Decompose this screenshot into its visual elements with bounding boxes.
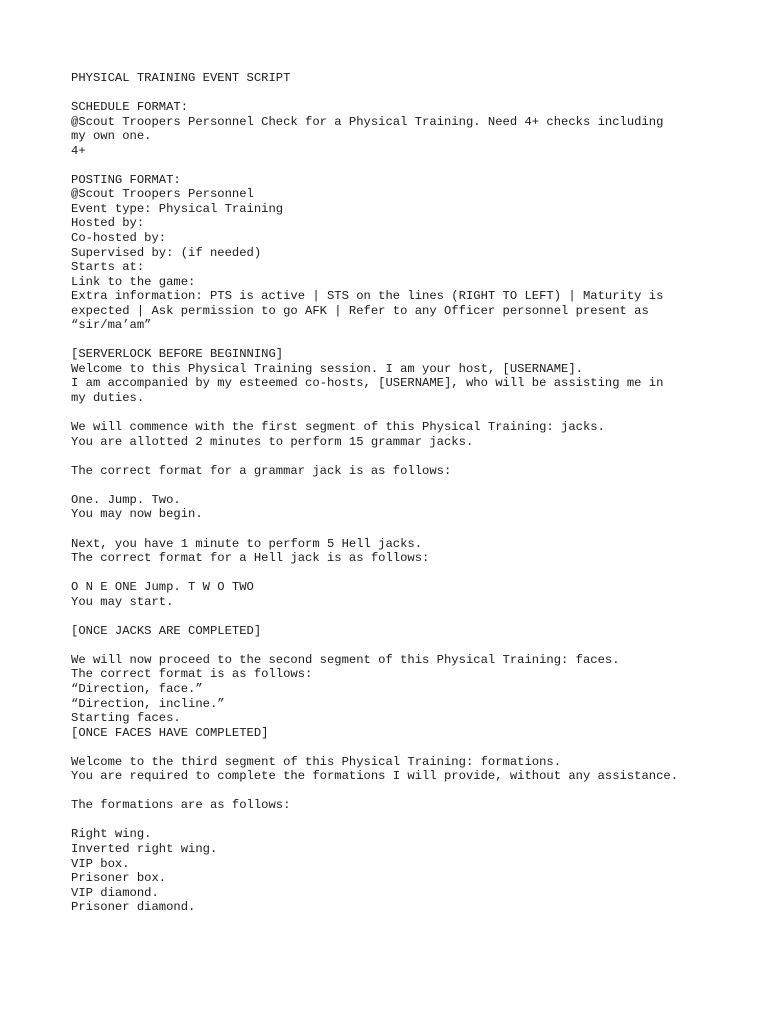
faces-line: [ONCE FACES HAVE COMPLETED] [71, 725, 269, 740]
spacer [71, 86, 711, 101]
formations-list-heading: The formations are as follows: [71, 798, 291, 813]
formations-intro-line: Welcome to the third segment of this Physical Training: formations. [71, 754, 562, 769]
welcome-line: my duties. [71, 391, 145, 406]
posting-line: Link to the game: [71, 274, 196, 289]
formation-item: Right wing. [71, 827, 152, 842]
posting-line: Event type: Physical Training [71, 201, 284, 216]
hell-jack-example: O N E ONE Jump. T W O TWO [71, 580, 254, 595]
hell-jack-intro: The correct format for a Hell jack is as follows: [71, 551, 430, 566]
posting-line: “sir/ma’am” [71, 318, 152, 333]
schedule-line: 4+ [71, 143, 86, 158]
formations-intro-line: You are required to complete the formations I will provide, without any assistance. [71, 769, 679, 784]
jacks-intro-line: You are allotted 2 minutes to perform 15 grammar jacks. [71, 434, 474, 449]
spacer [71, 333, 711, 348]
spacer [71, 158, 711, 173]
posting-line: Co-hosted by: [71, 231, 167, 246]
welcome-line: I am accompanied by my esteemed co-hosts, [USERNAME], who will be assisting me in [71, 376, 664, 391]
schedule-line: my own one. [71, 129, 152, 144]
jacks-intro-line: We will commence with the first segment of this Physical Training: jacks. [71, 420, 605, 435]
spacer [71, 449, 711, 464]
formation-item: Inverted right wing. [71, 841, 218, 856]
schedule-heading: SCHEDULE FORMAT: [71, 100, 189, 115]
spacer [71, 740, 711, 755]
posting-line: Supervised by: (if needed) [71, 245, 262, 260]
spacer [71, 609, 711, 624]
spacer [71, 478, 711, 493]
formation-item: VIP box. [71, 856, 130, 871]
hell-jack-example: You may start. [71, 594, 174, 609]
posting-line: Extra information: PTS is active | STS on the lines (RIGHT TO LEFT) | Maturity is [71, 289, 664, 304]
faces-line: “Direction, incline.” [71, 696, 225, 711]
grammar-jack-example: You may now begin. [71, 507, 203, 522]
document-page [71, 71, 711, 915]
spacer [71, 638, 711, 653]
posting-line: Hosted by: [71, 216, 145, 231]
posting-line: Starts at: [71, 260, 145, 275]
jacks-completed-note: [ONCE JACKS ARE COMPLETED] [71, 623, 262, 638]
spacer [71, 406, 711, 421]
grammar-jack-example: One. Jump. Two. [71, 492, 181, 507]
grammar-jack-format: The correct format for a grammar jack is as follows: [71, 463, 452, 478]
formation-item: Prisoner box. [71, 871, 167, 886]
faces-line: We will now proceed to the second segment of this Physical Training: faces. [71, 652, 620, 667]
schedule-line: @Scout Troopers Personnel Check for a Physical Training. Need 4+ checks including [71, 114, 664, 129]
hell-jack-intro: Next, you have 1 minute to perform 5 Hell jacks. [71, 536, 423, 551]
document-title: PHYSICAL TRAINING EVENT SCRIPT [71, 71, 291, 85]
faces-line: “Direction, face.” [71, 681, 203, 696]
posting-line: expected | Ask permission to go AFK | Refer to any Officer personnel present as [71, 303, 649, 318]
posting-line: @Scout Troopers Personnel [71, 187, 254, 202]
faces-line: Starting faces. [71, 711, 181, 726]
faces-line: The correct format is as follows: [71, 667, 313, 682]
welcome-line: [SERVERLOCK BEFORE BEGINNING] [71, 347, 284, 362]
formation-item: VIP diamond. [71, 885, 159, 900]
spacer [71, 813, 711, 828]
spacer [71, 784, 711, 799]
welcome-line: Welcome to this Physical Training session. I am your host, [USERNAME]. [71, 361, 583, 376]
formation-item: Prisoner diamond. [71, 900, 196, 915]
spacer [71, 522, 711, 537]
spacer [71, 566, 711, 581]
posting-heading: POSTING FORMAT: [71, 172, 181, 187]
